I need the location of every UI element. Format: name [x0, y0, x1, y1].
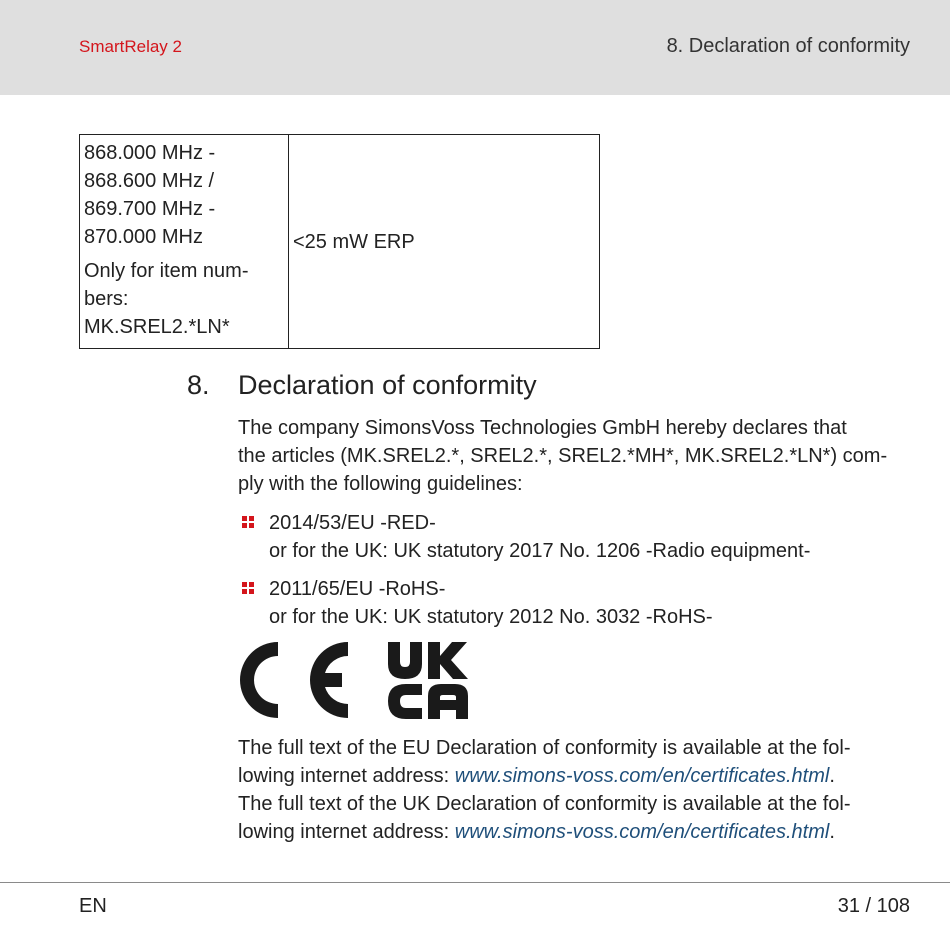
- ce-mark-icon: [240, 642, 348, 718]
- declaration-availability-paragraph: [238, 734, 918, 846]
- uk-statutory-line: or for the UK: UK statutory 2012 No. 3032 -RoHS-: [269, 606, 713, 628]
- uk-declaration-line: lowing internet address:: [238, 821, 455, 843]
- uk-certificates-link[interactable]: www.simons-voss.com/en/certificates.html: [454, 821, 830, 843]
- page-header: [0, 0, 950, 95]
- item-number-note: [84, 257, 284, 341]
- frequency-line: 870.000 MHz: [84, 226, 203, 248]
- note-line: MK.SREL2.*LN*: [84, 316, 230, 338]
- list-item: [238, 509, 918, 565]
- footer-divider: [0, 882, 950, 883]
- bullet-icon: [242, 582, 254, 594]
- directive-line: 2014/53/EU -RED-: [269, 512, 436, 534]
- ukca-mark-icon: [388, 642, 468, 719]
- power-cell: <25 mW ERP: [289, 135, 600, 349]
- uk-declaration-line: The full text of the UK Declaration of conformity is available at the fol-: [238, 793, 851, 815]
- note-line: Only for item num-: [84, 260, 249, 282]
- eu-declaration-line: lowing internet address:: [238, 765, 455, 787]
- punctuation: .: [829, 821, 835, 843]
- frequency-line: 868.600 MHz /: [84, 170, 215, 192]
- section-number: 8.: [187, 370, 210, 400]
- uk-statutory-line: or for the UK: UK statutory 2017 No. 1206 -Radio equipment-: [269, 540, 811, 562]
- directive-line: 2011/65/EU -RoHS-: [269, 578, 446, 600]
- page-number: 31 / 108: [837, 895, 910, 917]
- intro-paragraph: [238, 414, 918, 498]
- note-line: bers:: [84, 288, 129, 310]
- conformity-marks: [238, 640, 478, 720]
- intro-line: the articles (MK.SREL2.*, SREL2.*, SREL2.*MH*, MK.SREL2.*LN*) com-: [238, 445, 888, 467]
- table-row: [80, 135, 600, 349]
- header-section-title: 8. Declaration of conformity: [666, 35, 910, 57]
- frequency-line: 868.000 MHz -: [84, 142, 216, 164]
- frequency-cell: [80, 135, 289, 349]
- eu-declaration-line: The full text of the EU Declaration of conformity is available at the fol-: [238, 737, 851, 759]
- language-code: EN: [79, 895, 107, 917]
- brand-name: SmartRelay 2: [79, 37, 182, 56]
- punctuation: .: [829, 765, 835, 787]
- eu-certificates-link[interactable]: www.simons-voss.com/en/certificates.html: [454, 765, 830, 787]
- section-title: Declaration of conformity: [238, 370, 537, 400]
- intro-line: ply with the following guidelines:: [238, 473, 523, 495]
- frequency-table: [79, 134, 600, 349]
- list-item: [238, 575, 918, 631]
- frequency-range: [84, 139, 284, 251]
- frequency-line: 869.700 MHz -: [84, 198, 216, 220]
- bullet-icon: [242, 516, 254, 528]
- intro-line: The company SimonsVoss Technologies GmbH hereby declares that: [238, 417, 847, 439]
